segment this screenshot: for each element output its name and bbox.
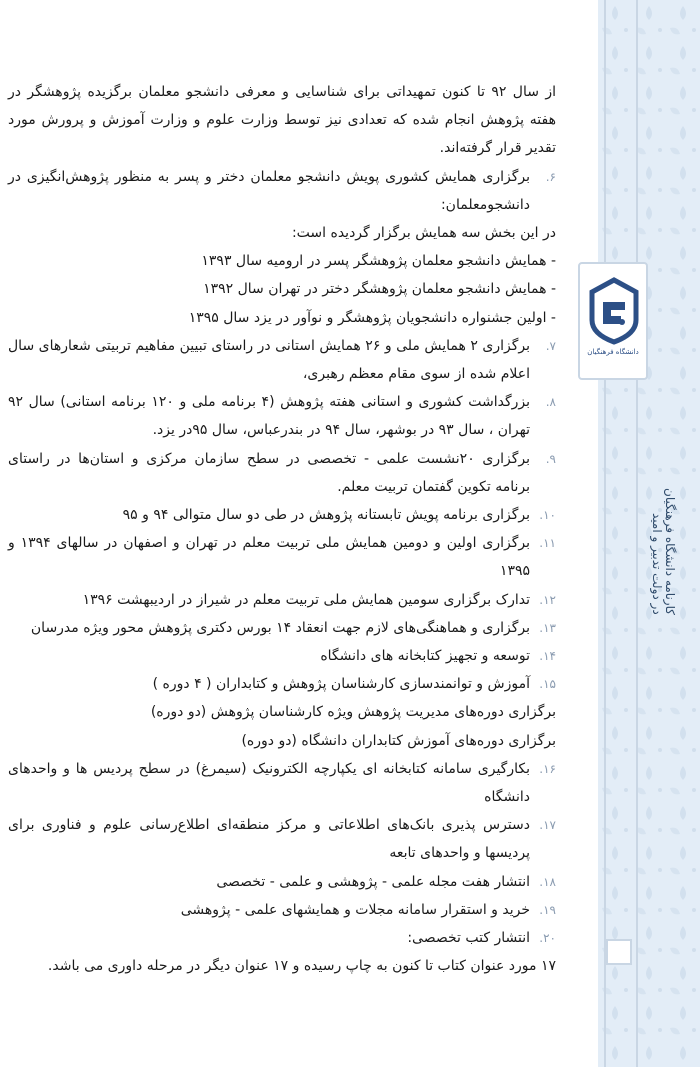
list-item-number: ۸. xyxy=(545,395,556,410)
list-item xyxy=(8,332,556,388)
list-item xyxy=(8,755,556,811)
list-subline: در این بخش سه همایش برگزار گردیده است: xyxy=(291,225,556,242)
list-item-text: انتشار هفت مجله علمی - پژوهشی و علمی - تخصصی xyxy=(216,873,530,890)
sidebar-vertical-title xyxy=(650,375,676,615)
university-logo xyxy=(578,262,648,380)
list-item-text: برگزاری همایش کشوری پویش دانشجو معلمان دختر و پسر به منظور پژوهش‌انگیزی در دانشجومعلمان: xyxy=(8,168,530,213)
list-item-text: بزرگداشت کشوری و استانی هفته پژوهش (۴ برنامه ملی و ۱۲۰ برنامه استانی) سال ۹۲ تهران ، سال ۹۳ در بوشهر، سال ۹۴ در بندرعباس، سال ۹۵در یزد. xyxy=(8,394,530,439)
logo-caption: دانشگاه فرهنگیان xyxy=(587,348,639,356)
list-item xyxy=(8,614,556,642)
sidebar-title-line1: کارنامه دانشگاه فرهنگیان xyxy=(663,488,677,615)
list-item xyxy=(8,811,556,867)
list-item xyxy=(8,924,556,952)
list-item-number: ۱۳. xyxy=(539,620,556,635)
list-subline: برگزاری دوره‌های مدیریت پژوهش ویژه کارشناسان پژوهش (دو دوره) xyxy=(150,704,556,721)
list-item xyxy=(8,445,556,501)
list-item-number: ۱۹. xyxy=(539,902,556,917)
list-item-text: برگزاری و هماهنگی‌های لازم جهت انعقاد ۱۴ بورس دکتری پژوهش محور ویژه مدرسان xyxy=(30,619,530,636)
list-item-text: انتشار کتب تخصصی: xyxy=(407,930,530,947)
list-item-number: ۱۰. xyxy=(539,508,556,523)
list-item xyxy=(8,670,556,698)
achievements-list xyxy=(8,163,556,953)
list-item xyxy=(8,529,556,585)
intro-paragraph: از سال ۹۲ تا کنون تمهیداتی برای شناسایی و معرفی دانشجو معلمان برگزیده پژوهشگر در هفته پژوهش انجام شده که تعدادی نیز توسط وزارت علوم و وزارت آموزش و پرورش مورد تقدیر قرار گرفته‌اند. xyxy=(8,84,556,157)
list-subline: برگزاری دوره‌های آموزش کتابداران دانشگاه (دو دوره) xyxy=(241,732,556,749)
list-item-text: دسترس پذیری بانک‌های اطلاعاتی و مرکز منطقه‌ای اطلاع‌رسانی علوم و فناوری برای پردیسها و واحدهای تابعه xyxy=(8,817,530,862)
main-content xyxy=(8,78,556,981)
list-subline: - همایش دانشجو معلمان پژوهشگر دختر در تهران سال ۱۳۹۲ xyxy=(203,281,556,298)
list-item-number: ۷. xyxy=(545,338,556,353)
list-item-text: برگزاری ۲۰نشست علمی - تخصصی در سطح سازمان مرکزی و استان‌ها در راستای برنامه تکوین گفتمان تربیت معلم. xyxy=(8,450,530,495)
page-number-box xyxy=(606,939,632,965)
list-item-number: ۱۶. xyxy=(539,761,556,776)
list-item-number: ۶. xyxy=(545,169,556,184)
list-item-text: برگزاری برنامه پویش تابستانه پژوهش در طی دو سال متوالی ۹۴ و ۹۵ xyxy=(122,507,530,524)
closing-paragraph: ۱۷ مورد عنوان کتاب تا کنون به چاپ رسیده و ۱۷ عنوان دیگر در مرحله داوری می باشد. xyxy=(47,958,556,975)
list-item-text: خرید و استقرار سامانه مجلات و همایشهای علمی - پژوهشی xyxy=(180,901,530,918)
sidebar-frame xyxy=(604,0,638,1067)
list-item-number: ۹. xyxy=(545,451,556,466)
sidebar-title-line2: در دولت تدبیر و امید xyxy=(650,513,664,615)
list-item-text: برگزاری اولین و دومین همایش ملی تربیت معلم در تهران و اصفهان در سالهای ۱۳۹۴ و ۱۳۹۵ xyxy=(8,535,530,580)
list-subline: - همایش دانشجو معلمان پژوهشگر پسر در ارومیه سال ۱۳۹۳ xyxy=(201,253,556,270)
list-item-number: ۱۲. xyxy=(539,592,556,607)
list-item xyxy=(8,868,556,896)
list-item-text: بکارگیری سامانه کتابخانه ای یکپارچه الکترونیک (سیمرغ) در سطح پردیس ها و واحدهای دانشگاه xyxy=(8,760,530,806)
list-item xyxy=(8,896,556,924)
list-item-number: ۱۷. xyxy=(539,818,556,833)
list-item xyxy=(8,642,556,670)
list-item xyxy=(8,163,556,219)
list-item-text: آموزش و توانمندسازی کارشناسان پژوهش و کتابداران ( ۴ دوره ) xyxy=(152,676,530,693)
list-item-number: ۲۰. xyxy=(539,931,556,946)
list-item-number: ۱۵. xyxy=(539,677,556,692)
list-item-text: برگزاری ۲ همایش ملی و ۲۶ همایش استانی در راستای تبیین مفاهیم تربیتی شعارهای سال اعلام شده از سوی مقام معظم رهبری، xyxy=(8,337,530,383)
list-item-number: ۱۸. xyxy=(539,874,556,889)
list-item xyxy=(8,388,556,444)
list-item-number: ۱۱. xyxy=(539,536,556,551)
list-item-text: توسعه و تجهیز کتابخانه های دانشگاه xyxy=(320,648,530,665)
list-item xyxy=(8,501,556,529)
list-subline: - اولین جشنواره دانشجویان پژوهشگر و نوآور در یزد سال ۱۳۹۵ xyxy=(188,309,556,326)
list-item-number: ۱۴. xyxy=(539,649,556,664)
list-item-text: تدارک برگزاری سومین همایش ملی تربیت معلم در شیراز در اردیبهشت ۱۳۹۶ xyxy=(82,591,530,608)
list-item xyxy=(8,586,556,614)
